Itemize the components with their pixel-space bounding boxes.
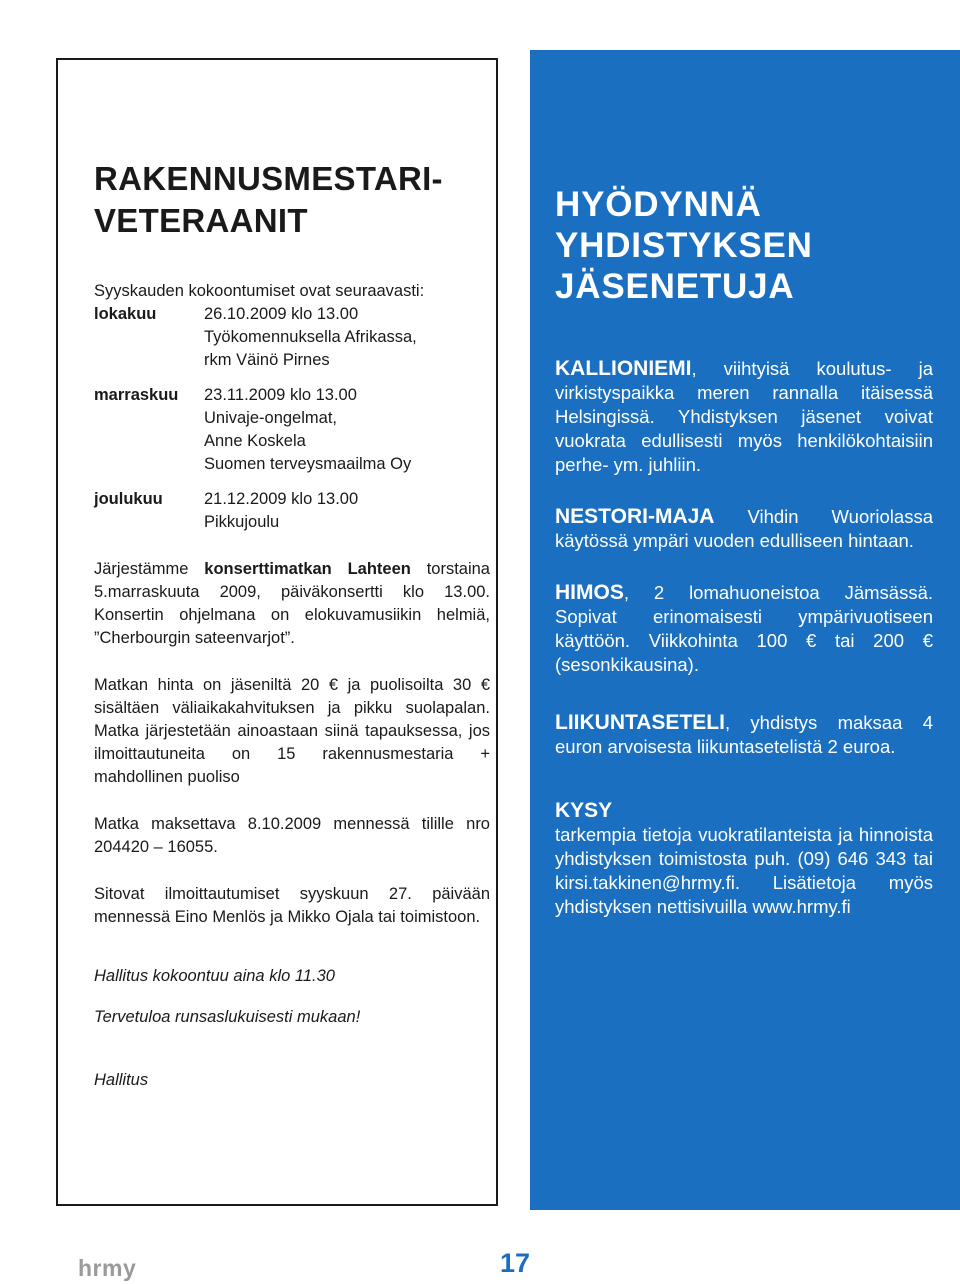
price-paragraph: Matkan hinta on jäseniltä 20 € ja puolisoilta 30 € sisältäen väliaikakahvituksen ja pikku suolapalan. Matka järjestetään ainoastaan siinä tapauksessa, jos ilmoittautuneita on 15 rakennusmestaria + mahdollinen puoliso	[94, 676, 490, 786]
page-number: 17	[500, 1248, 531, 1278]
schedule-line: 23.11.2009 klo 13.00	[204, 386, 357, 404]
schedule-line: Anne Koskela	[204, 432, 306, 450]
registration-paragraph: Sitovat ilmoittautumiset syyskuun 27. päivään mennessä Eino Menlös ja Mikko Ojala tai toimistoon.	[94, 885, 490, 926]
payment-paragraph: Matka maksettava 8.10.2009 mennessä tilille nro 204420 – 16055.	[94, 815, 490, 856]
benefit-text: , 2 lomahuoneistoa Jämsässä. Sopivat erinomaisesti ympärivuotiseen käyttöön. Viikkohinta 100 € tai 200 € (sesonkikausina).	[555, 582, 933, 675]
benefit-text: Vihdin Wuoriolassa käytössä ympäri vuoden edulliseen hintaan.	[555, 506, 933, 551]
welcome-note: Tervetuloa runsaslukuisesti mukaan!	[94, 1008, 361, 1026]
schedule-details	[204, 303, 417, 372]
schedule-details	[204, 488, 358, 534]
signature: Hallitus	[94, 1071, 149, 1089]
benefit-nestori-maja	[555, 505, 933, 553]
schedule-intro: Syyskauden kokoontumiset ovat seuraavasti:	[94, 282, 425, 300]
benefits-content	[555, 184, 933, 919]
benefit-liikuntaseteli	[555, 711, 933, 759]
schedule-row	[94, 384, 490, 476]
veterans-content	[94, 158, 490, 1109]
benefit-kysy	[555, 799, 933, 919]
schedule-line: rkm Väinö Pirnes	[204, 351, 330, 369]
schedule-line: Työkomennuksella Afrikassa,	[204, 328, 417, 346]
benefits-title-line: JÄSENETUJA	[555, 267, 795, 306]
benefit-key: KYSY	[555, 799, 613, 822]
concert-highlight: konserttimatkan Lahteen	[204, 560, 411, 578]
benefits-title-line: YHDISTYKSEN	[555, 226, 813, 265]
benefits-panel	[530, 50, 960, 1210]
schedule-details	[204, 384, 411, 476]
benefit-key: KALLIONIEMI	[555, 357, 692, 380]
benefits-title	[555, 184, 933, 307]
schedule-line: Suomen terveysmaailma Oy	[204, 455, 412, 473]
schedule-line: 26.10.2009 klo 13.00	[204, 305, 359, 323]
benefit-kallioniemi	[555, 357, 933, 477]
benefit-text: , viihtyisä koulutus- ja virkistyspaikka meren rannalla itäisessä Helsingissä. Yhdistyksen jäsenet voivat vuokrata edullisesti myös henkilökohtaisiin perhe- ym. juhliin.	[555, 358, 933, 475]
benefit-text: , yhdistys maksaa 4 euron arvoisesta liikuntasetelistä 2 euroa.	[555, 712, 933, 757]
benefit-himos	[555, 581, 933, 677]
veterans-title-line1: RAKENNUSMESTARI-	[94, 160, 443, 197]
veterans-title	[94, 158, 490, 242]
concert-text-pre: Järjestämme	[94, 560, 205, 578]
concert-text-post: torstaina 5.marraskuuta 2009, päiväkonsertti klo 13.00. Konsertin ohjelmana on elokuvamusiikin helmiä, ”Cherbourgin sateenvarjot”.	[94, 560, 490, 647]
schedule-month: joulukuu	[94, 490, 163, 508]
benefits-title-line: HYÖDYNNÄ	[555, 185, 762, 224]
veterans-title-line2: VETERAANIT	[94, 202, 308, 239]
schedule-row	[94, 488, 490, 534]
hrmy-logo: hrmy	[78, 1255, 137, 1281]
schedule-list	[94, 303, 490, 534]
benefit-key: LIIKUNTASETELI	[555, 711, 725, 734]
benefit-key: HIMOS	[555, 581, 624, 604]
benefit-text: tarkempia tietoja vuokratilanteista ja hinnoista yhdistyksen toimistosta puh. (09) 646 343 tai kirsi.takkinen@hrmy.fi. Lisätietoja myös yhdistyksen nettisivuilla www.hrmy.fi	[555, 824, 933, 917]
schedule-month: lokakuu	[94, 305, 157, 323]
schedule-line: Pikkujoulu	[204, 513, 280, 531]
schedule-month: marraskuu	[94, 386, 179, 404]
schedule-line: 21.12.2009 klo 13.00	[204, 490, 359, 508]
veterans-box	[56, 58, 498, 1206]
benefit-key: NESTORI-MAJA	[555, 505, 715, 528]
schedule-row	[94, 303, 490, 372]
concert-paragraph	[94, 558, 490, 650]
schedule-line: Univaje-ongelmat,	[204, 409, 337, 427]
meeting-note: Hallitus kokoontuu aina klo 11.30	[94, 967, 335, 985]
